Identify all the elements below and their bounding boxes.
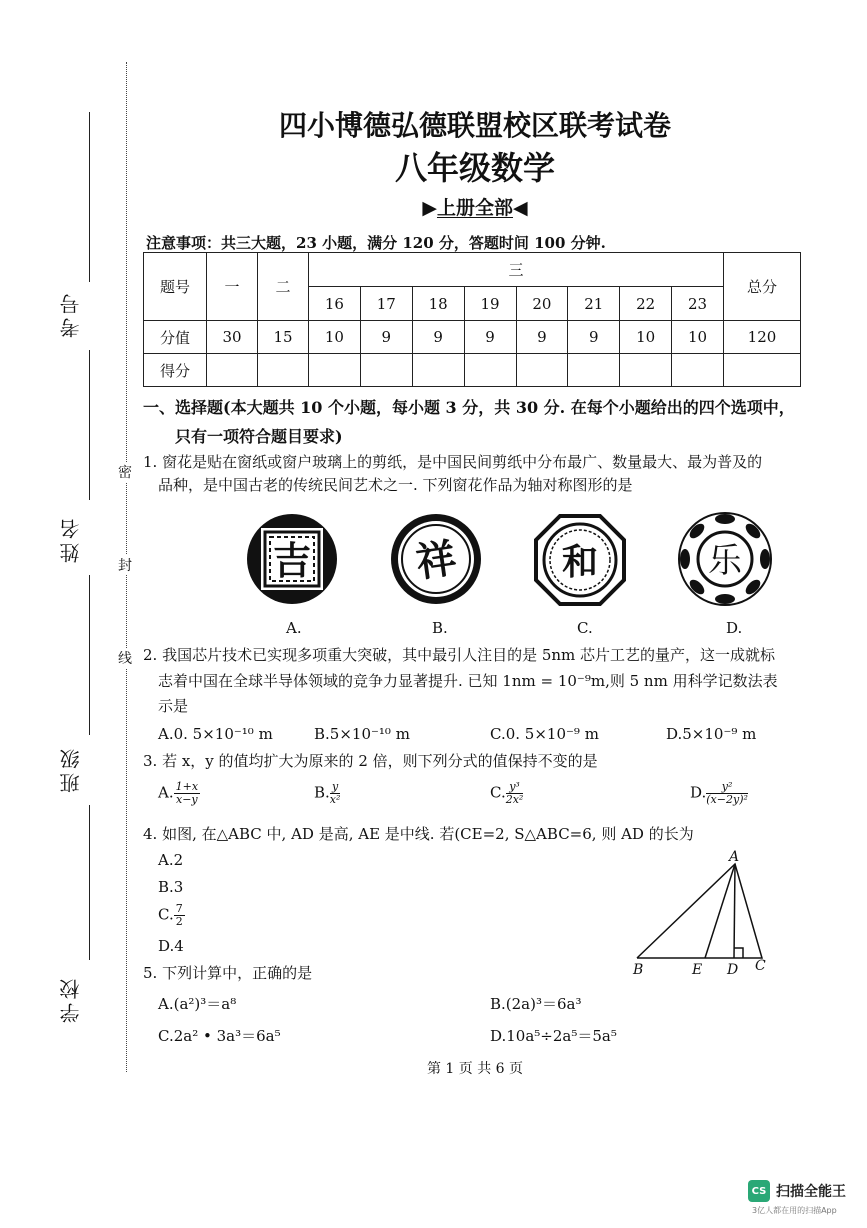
fig-label-d: D — [727, 962, 739, 978]
q1-option-c[interactable]: C. — [577, 619, 593, 637]
defen-cell[interactable] — [724, 354, 801, 387]
fig-label-c: C — [755, 958, 766, 974]
fenzhi-cell: 10 — [672, 321, 724, 354]
q4-option-d[interactable]: D.4 — [158, 937, 184, 955]
q4-option-b[interactable]: B.3 — [158, 878, 184, 896]
q1-option-b[interactable]: B. — [432, 619, 448, 637]
xuexiao-line — [89, 805, 90, 960]
q4-line1: 4. 如图, 在△ABC 中, AD 是高, AE 是中线. 若(CE=2, S△ABC=6, 则 AD 的长为 — [143, 825, 694, 843]
defen-cell[interactable] — [516, 354, 568, 387]
q5-option-d[interactable]: D.10a⁵÷2a⁵＝5a⁵ — [490, 1027, 617, 1045]
seal-xian: 线 — [118, 648, 132, 668]
camscanner-slogan: 3亿人都在用的扫描App — [752, 1206, 837, 1215]
defen-cell[interactable] — [620, 354, 672, 387]
defen-cell[interactable] — [464, 354, 516, 387]
scope-arrow-left: ▶ — [422, 197, 437, 219]
camscanner-logo-icon: CS — [748, 1180, 770, 1202]
q1-option-d[interactable]: D. — [726, 619, 743, 637]
fig-label-a: A — [729, 849, 740, 865]
fenzhi-cell: 10 — [309, 321, 361, 354]
q1-line2: 品种，是中国古老的传统民间艺术之一. 下列窗花作品为轴对称图形的是 — [158, 476, 633, 494]
q2-option-a[interactable]: A.0. 5×10⁻¹⁰ m — [158, 725, 273, 743]
q5-line1: 5. 下列计算中，正确的是 — [143, 964, 313, 982]
triangle-figure — [625, 848, 775, 978]
exam-subject: 八年级数学 — [394, 149, 555, 187]
fenzhi-cell: 9 — [360, 321, 412, 354]
defen-cell[interactable] — [672, 354, 724, 387]
th-sub: 20 — [516, 287, 568, 321]
score-table — [143, 252, 801, 387]
banji-line — [89, 575, 90, 735]
q5-option-a[interactable]: A.(a²)³＝a⁸ — [158, 995, 237, 1013]
fenzhi-cell: 120 — [724, 321, 801, 354]
th-total: 总分 — [724, 253, 801, 321]
seal-feng: 封 — [118, 555, 132, 575]
section1-line2: 只有一项符合题目要求) — [175, 427, 343, 446]
q4-option-c[interactable]: C. $\frac{7}{2}$ — [158, 902, 183, 928]
fenzhi-cell: 10 — [620, 321, 672, 354]
papercut-char: 祥 — [413, 534, 460, 587]
exam-scope — [0, 193, 867, 220]
defen-cell[interactable] — [412, 354, 464, 387]
xingming-line — [89, 350, 90, 500]
row-fenzhi-label: 分值 — [144, 321, 207, 354]
xuexiao-label: 学校 — [59, 975, 83, 1023]
defen-cell[interactable] — [258, 354, 309, 387]
th-sub: 23 — [672, 287, 724, 321]
banji-label: 班级 — [59, 745, 83, 793]
fig-label-e: E — [692, 962, 703, 978]
papercut-le — [676, 510, 774, 608]
scope-arrow-right: ◀ — [513, 197, 528, 219]
q5-option-c[interactable]: C.2a² • 3a³＝6a⁵ — [158, 1027, 281, 1045]
fenzhi-cell: 9 — [464, 321, 516, 354]
th-sub: 19 — [464, 287, 516, 321]
q2-option-d[interactable]: D.5×10⁻⁹ m — [666, 725, 757, 743]
scope-text: 上册全部 — [436, 197, 513, 219]
fig-label-b: B — [633, 962, 644, 978]
page-number: 第 1 页 共 6 页 — [426, 1061, 524, 1077]
defen-cell[interactable] — [568, 354, 620, 387]
th-sub: 21 — [568, 287, 620, 321]
th-sub: 18 — [412, 287, 464, 321]
seal-mi: 密 — [118, 462, 132, 482]
th-sub: 17 — [360, 287, 412, 321]
fenzhi-cell: 30 — [207, 321, 258, 354]
th-2: 二 — [258, 253, 309, 321]
th-sub: 16 — [309, 287, 361, 321]
fenzhi-cell: 15 — [258, 321, 309, 354]
papercut-char: 乐 — [708, 541, 742, 581]
camscanner-name: 扫描全能王 — [776, 1184, 846, 1200]
fenzhi-cell: 9 — [516, 321, 568, 354]
q5-option-b[interactable]: B.(2a)³＝6a³ — [490, 995, 582, 1013]
section1-line1: 一、选择题(本大题共 10 个小题，每小题 3 分，共 30 分. 在每个小题给出的四个选项中， — [143, 398, 795, 417]
q2-line2: 志着中国在全球半导体领域的竞争力显著提升. 已知 1nm = 10⁻⁹m,则 5 nm 用科学记数法表 — [158, 672, 778, 690]
kaohao-label: 考号 — [59, 290, 83, 338]
papercut-char: 和 — [561, 542, 599, 583]
defen-cell[interactable] — [360, 354, 412, 387]
th-tihao: 题号 — [144, 253, 207, 321]
q2-line3: 示是 — [158, 697, 189, 715]
fenzhi-cell: 9 — [568, 321, 620, 354]
q2-option-c[interactable]: C.0. 5×10⁻⁹ m — [490, 725, 599, 743]
exam-title: 四小博德弘德联盟校区联考试卷 — [278, 109, 671, 142]
papercut-he — [532, 512, 628, 608]
defen-cell[interactable] — [309, 354, 361, 387]
th-sub: 22 — [620, 287, 672, 321]
q1-option-a[interactable]: A. — [286, 619, 302, 637]
q4-option-a[interactable]: A.2 — [158, 851, 184, 869]
q1-line1: 1. 窗花是贴在窗纸或窗户玻璃上的剪纸，是中国民间剪纸中分布最广、数量最大、最为普及的 — [143, 453, 763, 471]
defen-cell[interactable] — [207, 354, 258, 387]
xingming-label: 姓名 — [59, 515, 83, 563]
q2-option-b[interactable]: B.5×10⁻¹⁰ m — [314, 725, 410, 743]
row-defen-label: 得分 — [144, 354, 207, 387]
q2-line1: 2. 我国芯片技术已实现多项重大突破，其中最引人注目的是 5nm 芯片工艺的量产，这一成就标 — [143, 646, 776, 664]
papercut-ji — [245, 512, 339, 606]
papercut-char: 吉 — [272, 539, 312, 583]
q3-option-d[interactable]: D. $\frac{\text{y²}}{\text{(x−2y)²}}$ — [690, 780, 748, 806]
q3-line1: 3. 若 x，y 的值均扩大为原来的 2 倍，则下列分式的值保持不变的是 — [143, 752, 598, 770]
th-1: 一 — [207, 253, 258, 321]
notice: 注意事项：共三大题，23 小题，满分 120 分，答题时间 100 分钟. — [146, 234, 606, 252]
fenzhi-cell: 9 — [412, 321, 464, 354]
th-3: 三 — [309, 253, 724, 287]
papercut-xiang — [389, 512, 483, 606]
q3-option-a[interactable]: A. $\frac{1+x}{x-y}$ — [158, 780, 199, 806]
q3-option-c[interactable]: C. $\frac{\text{y³}}{\text{2x²}}$ — [490, 780, 524, 806]
q3-option-b[interactable]: B. $\frac{y}{\text{x²}}$ — [314, 780, 341, 806]
